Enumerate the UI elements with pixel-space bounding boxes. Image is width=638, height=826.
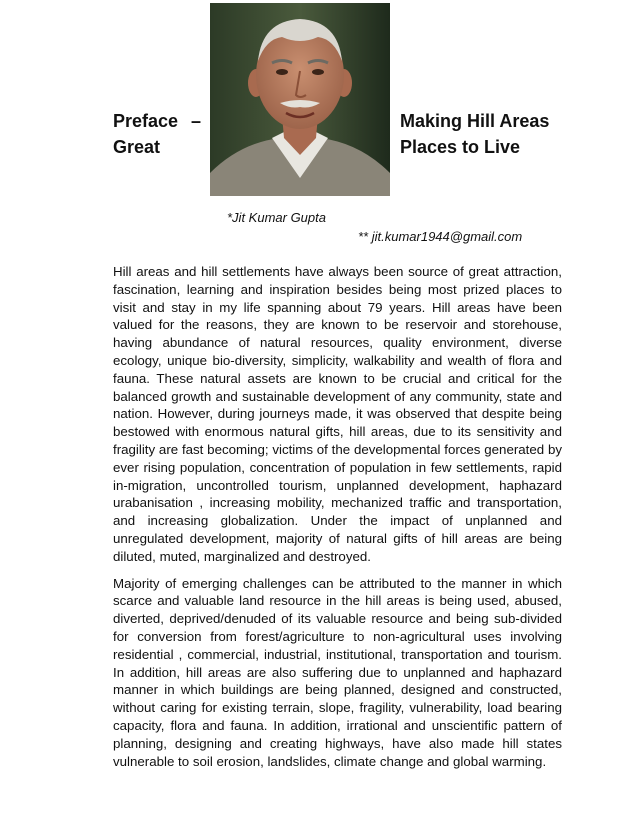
paragraph-2: Majority of emerging challenges can be attributed to the manner in which scarce and valuable land resource in the hill areas is being used, abused, diverted, deprived/denuded of its valuable resource and being sub-divided for conversion from forest/agriculture to non-agricultural uses involving residential , commercial, industrial, institutional, transportation and tourism. In addition, hill areas are also suffering due to unplanned and haphazard manner in which buildings are being planned, designed and constructed, without caring for existing terrain, slope, fragility, vulnerability, load bearing capacity, flora and fauna. In addition, irrational and unscientific pattern of planning, designing and creating highways, have also made hill states vulnerable to soil erosion, landslides, climate change and global warming. — [113, 575, 562, 769]
author-name: *Jit Kumar Gupta — [227, 210, 326, 225]
author-portrait — [210, 3, 390, 196]
title-left — [113, 108, 208, 160]
title-line-places-to-live: Places to Live — [400, 137, 521, 157]
title-dash: – — [190, 111, 201, 131]
title-line-making-hill-areas: Making Hill Areas — [400, 111, 550, 131]
title-word-great: Great — [113, 137, 161, 157]
body-text — [113, 263, 562, 779]
title-right — [400, 108, 575, 160]
author-email: ** jit.kumar1944@gmail.com — [358, 229, 523, 244]
paragraph-1: Hill areas and hill settlements have always been source of great attraction, fascination, learning and inspiration besides being most prized places to visit and stay in my life spanning about 79 years. Hill areas have been valued for the reasons, they are known to be reservoir and storehouse, having abundance of natural resources, quality environment, diverse ecology, unique bio-diversity, simplicity, walkability and wealth of flora and fauna. These natural assets are known to be crucial and critical for the balanced growth and sustainable development of any community, state and nation. However, during journeys made, it was observed that despite being bestowed with enormous natural gifts, hill areas, due to its sensitivity and fragility are fast becoming; victims of the developmental forces generated by ever rising population, concentration of population in few settlements, rapid in-migration, uncontrolled tourism, unplanned development, haphazard urabanisation , increasing mobility, mechanized traffic and transportation, and increasing globalization. Under the impact of unplanned and unregulated development, majority of natural gifts of hill areas are being diluted, muted, marginalized and destroyed. — [113, 264, 562, 564]
title-word-preface: Preface — [113, 111, 179, 131]
